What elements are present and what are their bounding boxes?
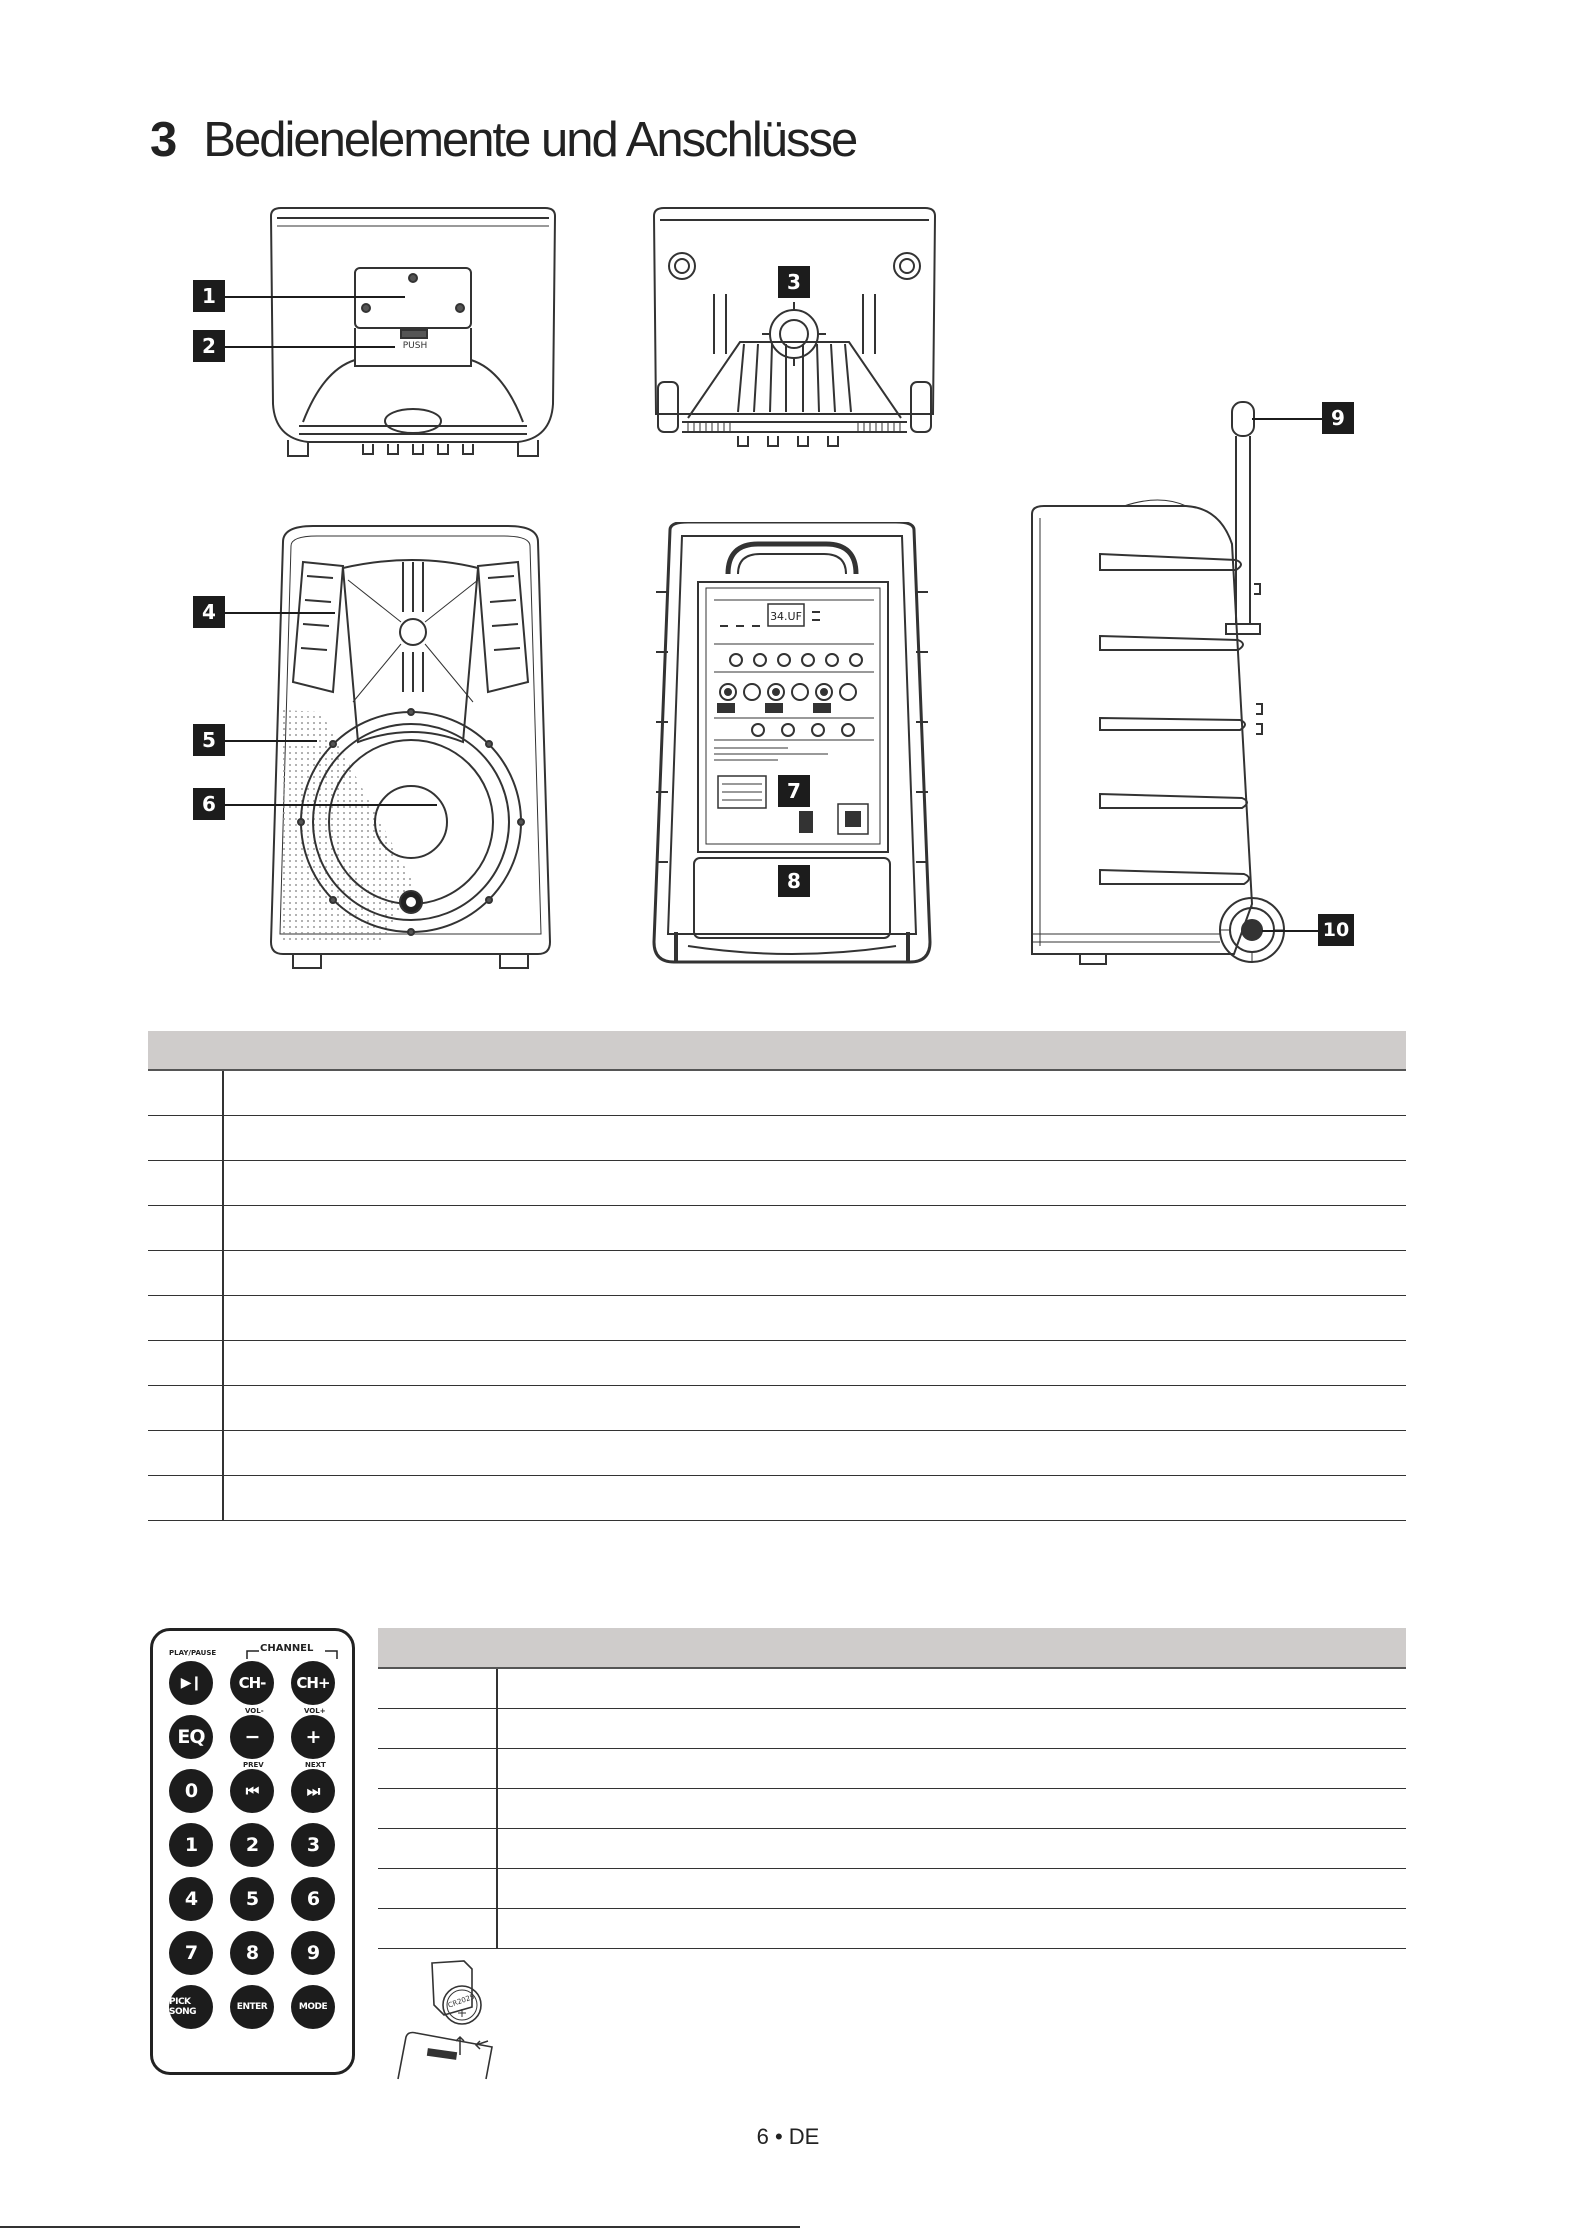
table-cell: [378, 1868, 497, 1908]
table-row: [148, 1430, 1406, 1475]
callout-1-leader: [225, 296, 405, 298]
table-cell: [148, 1475, 223, 1520]
callout-2-leader: [225, 346, 395, 348]
play-pause-button[interactable]: ▶❙: [169, 1661, 213, 1705]
table-row: [148, 1385, 1406, 1430]
callout-6: 6: [193, 788, 225, 820]
table-row: [148, 1250, 1406, 1295]
callout-2: 2: [193, 330, 225, 362]
table-row: [148, 1160, 1406, 1205]
table-cell: [497, 1908, 1406, 1948]
speaker-front-view-figure: [263, 522, 558, 970]
next-track-button[interactable]: ⏭: [291, 1769, 335, 1813]
callout-5: 5: [193, 724, 225, 756]
digit-6-button[interactable]: 6: [291, 1877, 335, 1921]
table-row: [148, 1475, 1406, 1520]
enter-button[interactable]: ENTER: [230, 1985, 274, 2029]
header-cell: [378, 1628, 497, 1668]
table-cell: [497, 1668, 1406, 1708]
callout-9: 9: [1322, 402, 1354, 434]
table-cell: [148, 1205, 223, 1250]
speaker-side-view-figure: [1020, 394, 1310, 968]
table-row: [378, 1788, 1406, 1828]
callout-9-leader: [1252, 418, 1322, 420]
digit-4-button[interactable]: 4: [169, 1877, 213, 1921]
table-cell: [148, 1295, 223, 1340]
table-cell: [148, 1385, 223, 1430]
table-cell: [378, 1708, 497, 1748]
table-cell: [148, 1250, 223, 1295]
callout-6-leader: [225, 804, 437, 806]
speaker-top-view-figure: [263, 204, 563, 458]
table-cell: [148, 1430, 223, 1475]
digit-3-button[interactable]: 3: [291, 1823, 335, 1867]
volume-up-button[interactable]: +: [291, 1715, 335, 1759]
section-heading: [150, 112, 856, 168]
table-row: [148, 1115, 1406, 1160]
channel-up-button[interactable]: CH+: [291, 1661, 335, 1705]
vol-minus-label: VOL-: [245, 1707, 264, 1715]
digit-2-button[interactable]: 2: [230, 1823, 274, 1867]
parts-table: [148, 1031, 1406, 1521]
callout-3: 3: [778, 266, 810, 298]
digit-0-button[interactable]: 0: [169, 1769, 213, 1813]
table-cell: [148, 1070, 223, 1115]
table-cell: [378, 1748, 497, 1788]
digit-1-button[interactable]: 1: [169, 1823, 213, 1867]
header-cell: [148, 1031, 223, 1070]
page-footer: 6 • DE: [756, 2124, 820, 2149]
display-readout: 34.UF: [770, 610, 802, 623]
pick-song-button[interactable]: PICK SONG: [169, 1985, 213, 2029]
digit-9-button[interactable]: 9: [291, 1931, 335, 1975]
volume-down-button[interactable]: −: [230, 1715, 274, 1759]
callout-7: 7: [778, 775, 810, 807]
bottom-rule: [0, 2226, 800, 2228]
digit-5-button[interactable]: 5: [230, 1877, 274, 1921]
previous-track-button[interactable]: ⏮: [230, 1769, 274, 1813]
battery-type-label: CR2025: [446, 1992, 476, 2010]
table-cell: [223, 1430, 1406, 1475]
table-cell: [223, 1115, 1406, 1160]
table-cell: [148, 1115, 223, 1160]
next-label: NEXT: [305, 1761, 326, 1769]
table-row: [378, 1748, 1406, 1788]
speaker-rear-view-figure: [648, 522, 936, 970]
remote-control-figure: [150, 1628, 355, 2075]
eq-button[interactable]: EQ: [169, 1715, 213, 1759]
vol-plus-label: VOL+: [304, 1707, 326, 1715]
remote-functions-table: [378, 1628, 1406, 1949]
table-cell: [148, 1340, 223, 1385]
table-row: [378, 1868, 1406, 1908]
table-cell: [378, 1908, 497, 1948]
mode-button[interactable]: MODE: [291, 1985, 335, 2029]
push-label: PUSH: [402, 341, 428, 351]
table-cell: [497, 1868, 1406, 1908]
table-cell: [497, 1828, 1406, 1868]
channel-down-button[interactable]: CH-: [230, 1661, 274, 1705]
table-cell: [223, 1160, 1406, 1205]
table-cell: [223, 1250, 1406, 1295]
parts-table-header: [148, 1031, 1406, 1070]
table-row: [378, 1908, 1406, 1948]
table-cell: [148, 1160, 223, 1205]
table-row: [148, 1070, 1406, 1115]
table-row: [148, 1205, 1406, 1250]
callout-4: 4: [193, 596, 225, 628]
table-row: [148, 1295, 1406, 1340]
callout-8: 8: [778, 865, 810, 897]
section-title: Bedienelemente und Anschlüsse: [203, 113, 857, 167]
table-cell: [497, 1708, 1406, 1748]
callout-10-leader: [1262, 930, 1318, 932]
header-cell: [223, 1031, 1406, 1070]
channel-label: CHANNEL: [260, 1643, 314, 1654]
callout-4-leader: [225, 612, 335, 614]
digit-8-button[interactable]: 8: [230, 1931, 274, 1975]
remote-table-header: [378, 1628, 1406, 1668]
speaker-bottom-view-figure: [648, 204, 941, 456]
table-cell: [223, 1475, 1406, 1520]
table-cell: [223, 1295, 1406, 1340]
table-row: [378, 1828, 1406, 1868]
prev-label: PREV: [243, 1761, 264, 1769]
section-number: 3: [150, 113, 176, 167]
callout-10: 10: [1318, 914, 1354, 946]
table-cell: [223, 1340, 1406, 1385]
table-cell: [223, 1070, 1406, 1115]
header-cell: [497, 1628, 1406, 1668]
table-row: [378, 1668, 1406, 1708]
table-cell: [378, 1788, 497, 1828]
table-cell: [378, 1828, 497, 1868]
battery-insertion-figure: [380, 1955, 500, 2080]
table-row: [148, 1340, 1406, 1385]
play-pause-label: PLAY/PAUSE: [169, 1649, 217, 1657]
callout-5-leader: [225, 740, 317, 742]
table-cell: [497, 1788, 1406, 1828]
table-row: [378, 1708, 1406, 1748]
table-cell: [378, 1668, 497, 1708]
table-cell: [223, 1205, 1406, 1250]
table-cell: [497, 1748, 1406, 1788]
callout-1: 1: [193, 280, 225, 312]
digit-7-button[interactable]: 7: [169, 1931, 213, 1975]
table-cell: [223, 1385, 1406, 1430]
